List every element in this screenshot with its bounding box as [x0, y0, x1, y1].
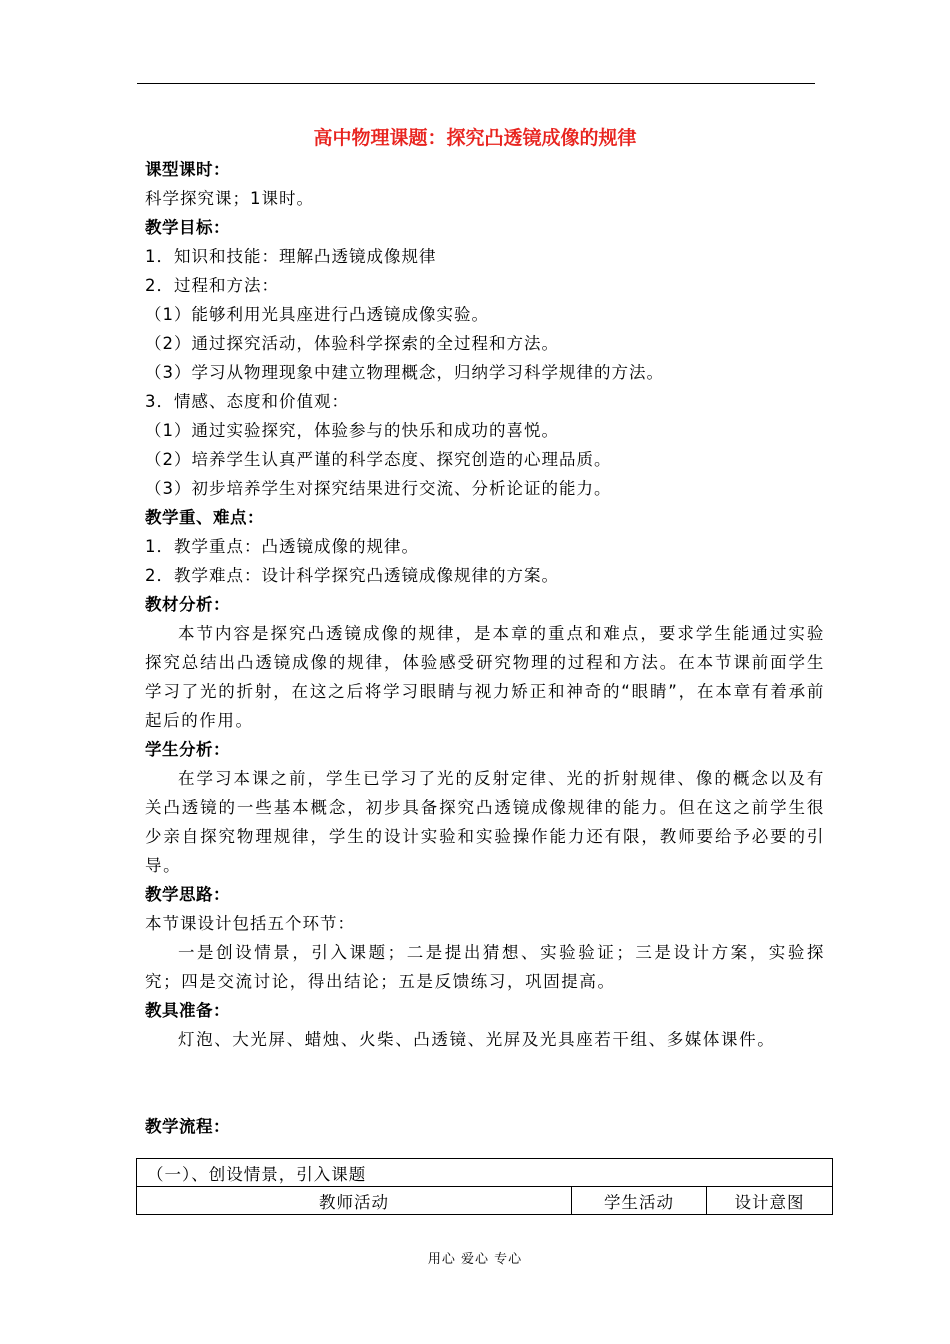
goal-item: （2）通过探究活动，体验科学探索的全过程和方法。 — [145, 334, 559, 353]
document-body — [145, 155, 825, 1141]
flow-section-title: （一）、创设情景，引入课题 — [137, 1159, 833, 1187]
student-analysis-heading: 学生分析： — [145, 740, 230, 759]
goal-item: 2．过程和方法： — [145, 276, 279, 295]
equipment-paragraph: 灯泡、大光屏、蜡烛、火柴、凸透镜、光屏及光具座若干组、多媒体课件。 — [178, 1030, 776, 1049]
goal-item: 3．情感、态度和价值观： — [145, 392, 349, 411]
column-header-purpose: 设计意图 — [707, 1187, 833, 1215]
student-analysis-paragraph: 在学习本课之前，学生已学习了光的反射定律、光的折射规律、像的概念以及有关凸透镜的一些基本概念，初步具备探究凸透镜成像规律的能力。但在这之前学生很少亲自探究物理规律，学生的设计实验和实验操作能力还有限，教师要给予必要的引导。 — [145, 769, 825, 875]
key-points-heading: 教学重、难点： — [145, 508, 264, 527]
flow-table — [136, 1158, 833, 1215]
page-title: 高中物理课题：探究凸透镜成像的规律 — [313, 127, 637, 149]
table-row — [137, 1159, 833, 1187]
goal-item: （1）通过实验探究，体验参与的快乐和成功的喜悦。 — [145, 421, 559, 440]
page-footer: 用心 爱心 专心 — [427, 1252, 523, 1267]
goals-heading: 教学目标： — [145, 218, 230, 237]
teaching-idea-intro: 本节课设计包括五个环节： — [145, 914, 355, 933]
teaching-idea-paragraph: 一是创设情景，引入课题；二是提出猜想、实验验证；三是设计方案，实验探究；四是交流讨论，得出结论；五是反馈练习，巩固提高。 — [145, 943, 825, 991]
key-point-item: 1．教学重点：凸透镜成像的规律。 — [145, 537, 419, 556]
column-header-teacher: 教师活动 — [137, 1187, 572, 1215]
material-analysis-paragraph: 本节内容是探究凸透镜成像的规律，是本章的重点和难点，要求学生能通过实验探究总结出凸透镜成像的规律，体验感受研究物理的过程和方法。在本节课前面学生学习了光的折射，在这之后将学习眼睛与视力矫正和神奇的“眼睛”，在本章有着承前起后的作用。 — [145, 624, 825, 730]
goal-item: （3）学习从物理现象中建立物理概念，归纳学习科学规律的方法。 — [145, 363, 664, 382]
teaching-idea-heading: 教学思路： — [145, 885, 230, 904]
lesson-type-heading: 课型课时： — [145, 160, 230, 179]
equipment-heading: 教具准备： — [145, 1001, 230, 1020]
goal-item: （3）初步培养学生对探究结果进行交流、分析论证的能力。 — [145, 479, 612, 498]
key-point-item: 2．教学难点：设计科学探究凸透镜成像规律的方案。 — [145, 566, 559, 585]
table-row — [137, 1187, 833, 1215]
header-rule — [137, 83, 815, 84]
goal-item: 1．知识和技能：理解凸透镜成像规律 — [145, 247, 437, 266]
goal-item: （1）能够利用光具座进行凸透镜成像实验。 — [145, 305, 489, 324]
goal-item: （2）培养学生认真严谨的科学态度、探究创造的心理品质。 — [145, 450, 612, 469]
lesson-type-text: 科学探究课；1课时。 — [145, 189, 314, 208]
material-analysis-heading: 教材分析： — [145, 595, 230, 614]
flow-heading: 教学流程： — [145, 1117, 230, 1136]
blank-space — [145, 1054, 825, 1112]
column-header-student: 学生活动 — [572, 1187, 707, 1215]
